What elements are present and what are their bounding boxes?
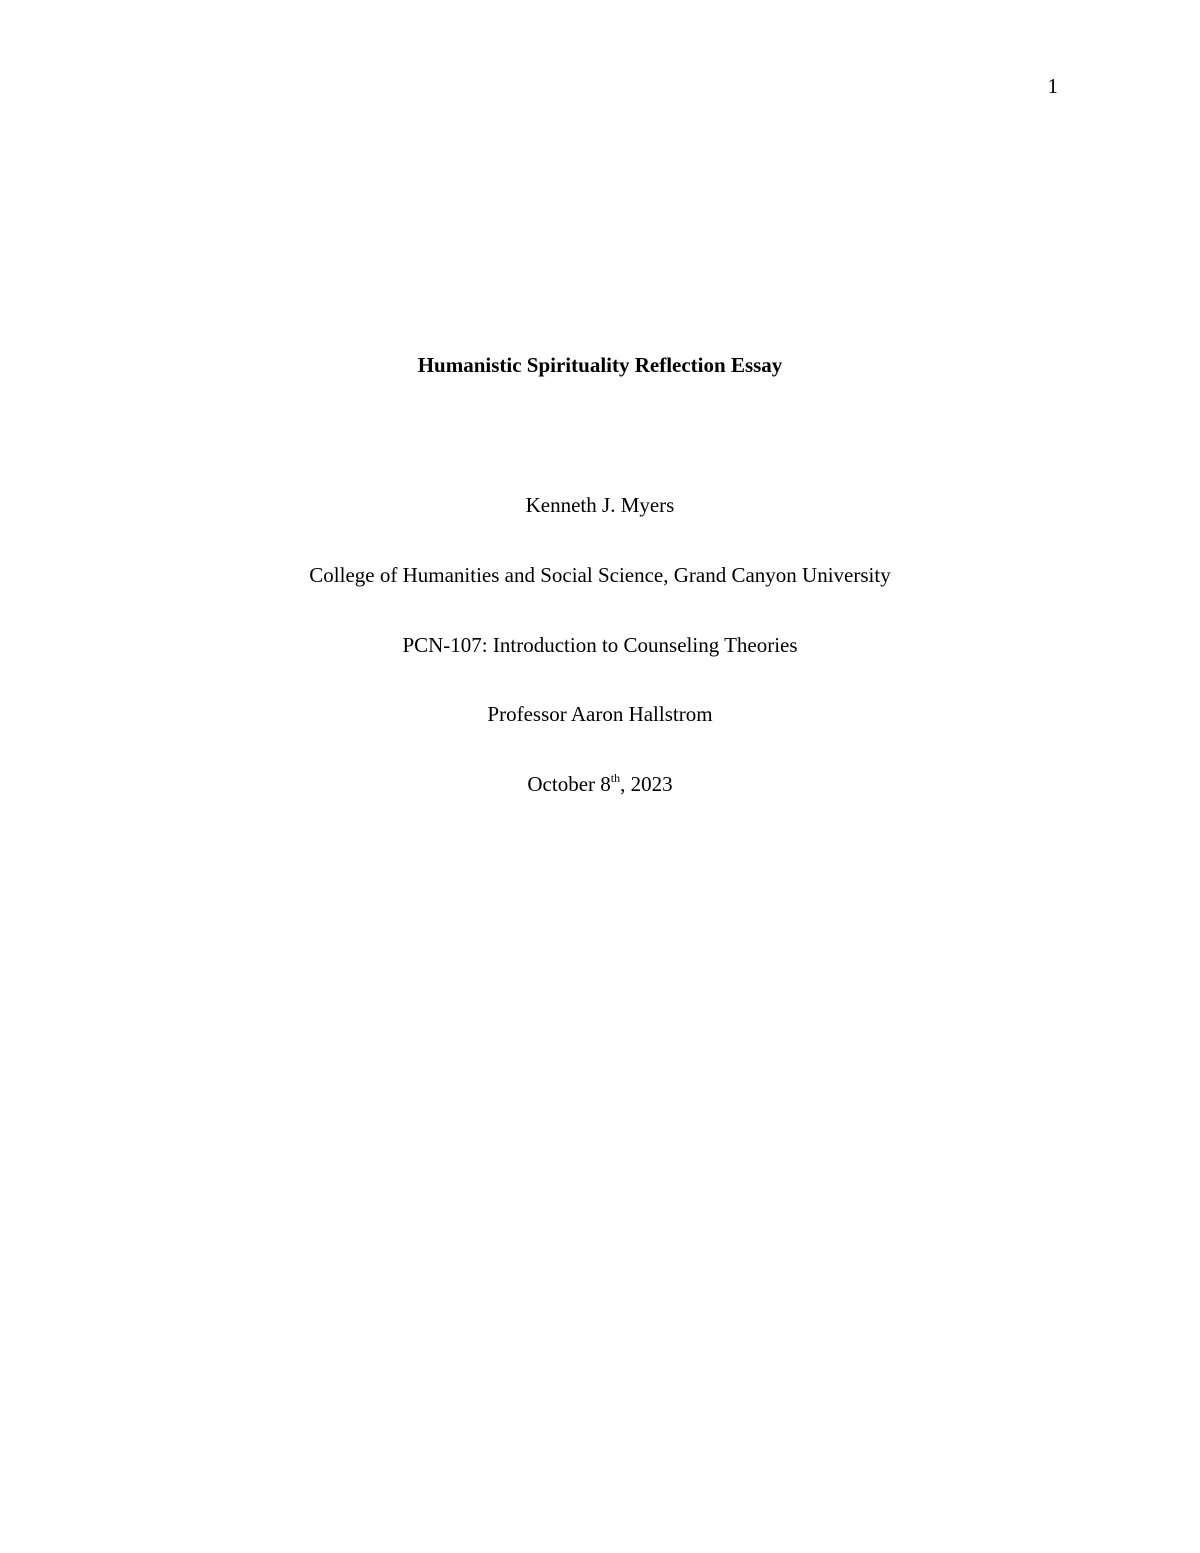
date-month-day: October 8	[527, 772, 611, 796]
date-ordinal-suffix: th	[610, 771, 621, 785]
author-name: Kenneth J. Myers	[525, 493, 675, 517]
submission-date	[0, 771, 1200, 797]
instructor-name: Professor Aaron Hallstrom	[487, 702, 713, 726]
page-number: 1	[1047, 74, 1058, 98]
essay-title: Humanistic Spirituality Reflection Essay	[417, 353, 783, 377]
date-year: , 2023	[620, 772, 673, 796]
author-affiliation: College of Humanities and Social Science, Grand Canyon University	[309, 563, 891, 587]
course-name: PCN-107: Introduction to Counseling Theories	[402, 633, 798, 657]
